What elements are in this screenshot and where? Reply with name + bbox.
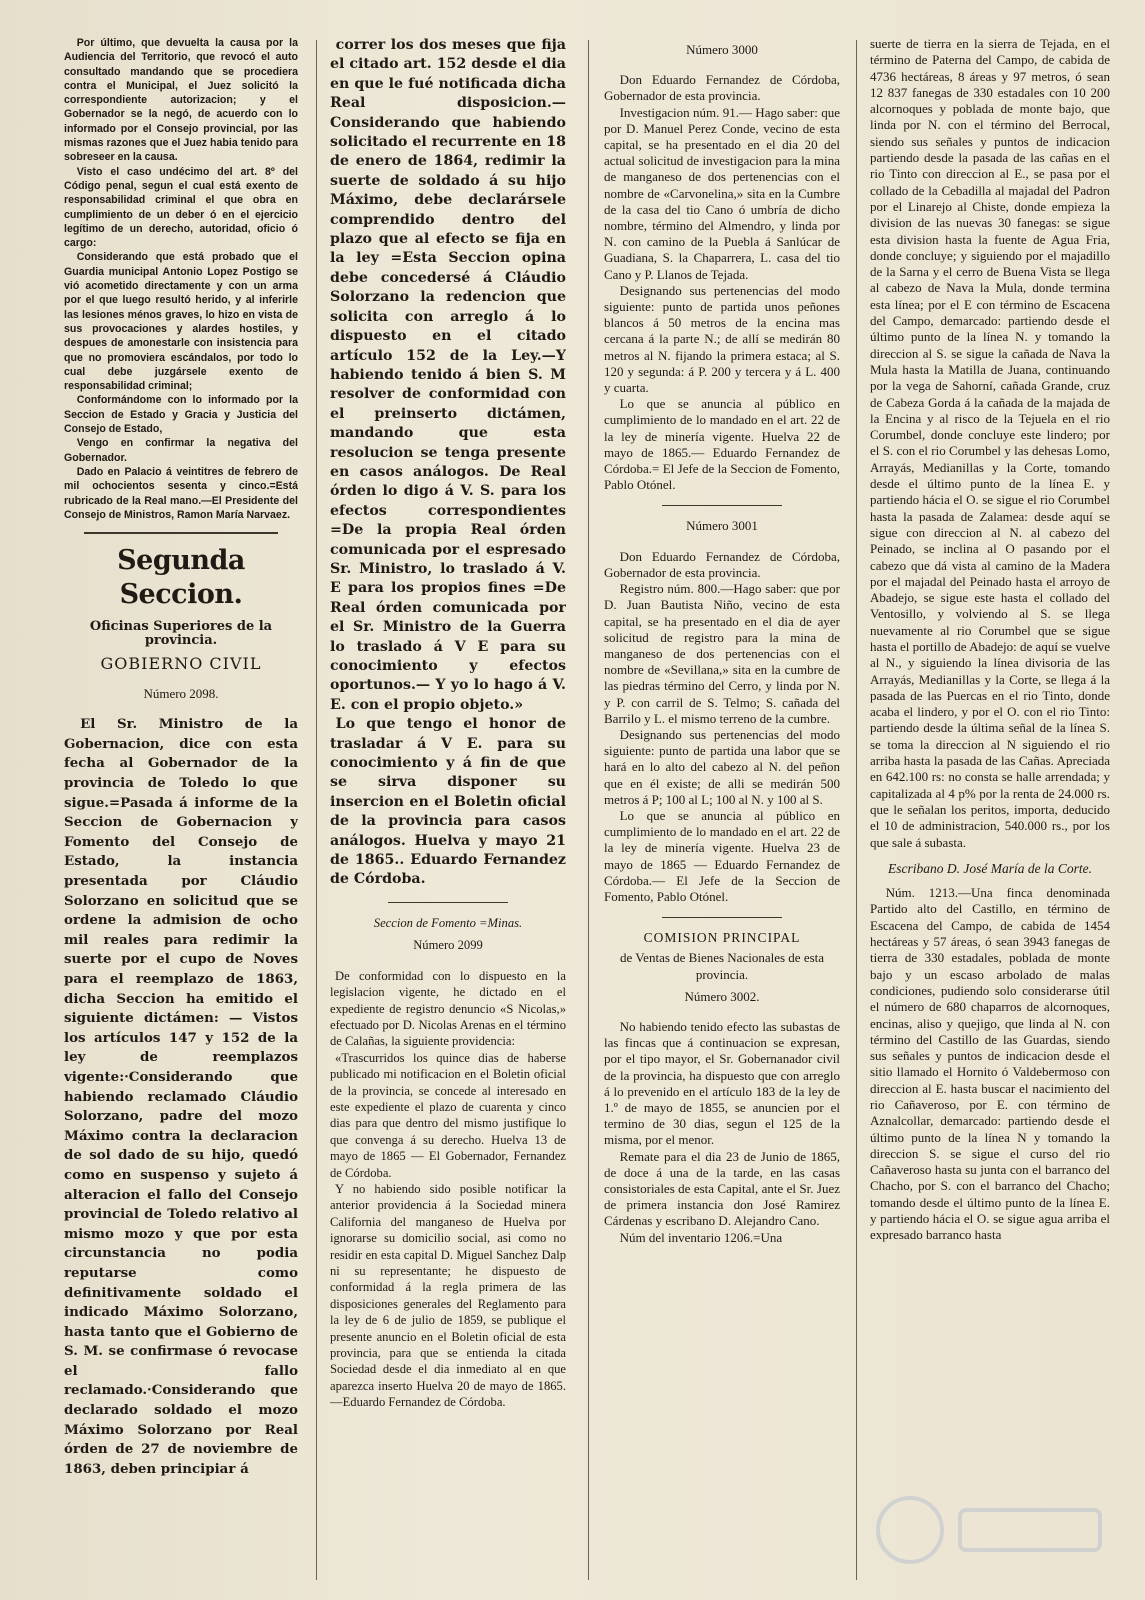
paragraph: Don Eduardo Fernandez de Córdoba, Gobernador de esta provincia. xyxy=(604,548,840,580)
commission-heading: COMISION PRINCIPAL xyxy=(643,930,801,946)
paragraph: Lo que se anuncia al público en cumplimiento de lo mandado en el art. 22 de la ley de minería vigente. Huelva 22 de mayo de 1865.— Eduardo Fernandez de Córdoba.= El Jefe de la Seccion de Fomento, Pablo Otónel. xyxy=(604,396,840,493)
paragraph: Lo que tengo el honor de trasladar á V E. para su conocimiento y á fin de que se sirva disponer su insercion en el Boletin oficial de la provincia para casos análogos. Huelva y mayo 21 de 1865.. Eduardo Fernandez de Córdoba. xyxy=(330,716,566,888)
section-title: Segunda Seccion. xyxy=(117,545,245,611)
notice-number: Número 3000 xyxy=(686,42,758,57)
paragraph: Designando sus pertenencias del modo siguiente: punto de partida una labor que se hará en lo alto del cabezo al N. del peñon que en él existe; de alli se medirán 500 metros á P; 100 al L; 100 al N. y 100 al S. xyxy=(604,726,840,807)
divider xyxy=(84,532,278,534)
section-heading: Escribano D. José María de la Corte. xyxy=(888,860,1092,876)
paragraph: Considerando que está probado que el Guardia municipal Antonio Lopez Postigo se vió acometido directamente y con un arma por el que luego resultó herido, y al inferirle las lesiones ménos graves, lo hizo en vista de sus provocaciones y alardes hostiles, y despues de amonestarle con insistencia para que no promoviera escándalos, por todo lo cual debe juzgársele exento de responsabilidad criminal; xyxy=(64,251,298,393)
column-3 xyxy=(604,36,840,1590)
notice-number: Número 2099 xyxy=(413,938,483,953)
paragraph: De conformidad con lo dispuesto en la legislacion vigente, he dictado en el expediente de registro denuncio «S Nicolas,» efectuado por D. Nicolas Arenas en el término de Calañas, la siguiente providencia: xyxy=(330,968,566,1049)
notice-number: Número 3001 xyxy=(686,518,758,534)
column-rule xyxy=(588,40,589,1580)
paragraph: Don Eduardo Fernandez de Córdoba, Gobernador de esta provincia. xyxy=(604,72,840,104)
paragraph: Investigacion núm. 91.— Hago saber: que por D. Manuel Perez Conde, vecino de esta capital, se ha presentado en el dia 20 del actual solicitud de investigacion para la mina de manganeso de dos pertenencias con el nombre de «Carvonelina,» sita en la Cumbre de la casa del tio Cano ó umbría de dicho nombre, término del Almendro, y linda por N. con camino de la Puebla á Sanlúcar de Guadiana, S. la Chaparrera, L. casa del tio Cano y P. Llanos de Tejada. xyxy=(604,104,840,282)
paragraph: «Trascurridos los quince dias de haberse publicado mi notificacion en el Boletin oficial de la provincia, se concede al interesado en este expediente el plazo de cuarenta y cinco dias para que dentro del mismo justifique lo que convenga á su derecho. Huelva 13 de mayo de 1865 — El Gobernador, Fernandez de Córdoba. xyxy=(330,1050,566,1180)
section-heading: Seccion de Fomento =Minas. xyxy=(373,915,523,930)
paragraph: Vengo en confirmar la negativa del Gobernador. xyxy=(64,437,298,464)
paragraph: Remate para el dia 23 de Junio de 1865, de doce á una de la tarde, en las casas consistoriales de esta Capital, ante el Sr. Juez de primera instancia don José Ramirez Cárdenas y escribano D. Alejandro Cano. xyxy=(604,1148,840,1229)
paragraph: correr los dos meses que fija el citado art. 152 desde el dia en que le fué notificada dicha Real disposicion.—Considerando que habiendo solicitado el recurrente en 18 de enero de 1864, redimir la suerte de soldado á su hijo Máximo, debe declarársele comprendido dentro del plazo que al efecto se fija en la ley =Esta Seccion opina debe concedersé á Cláudio Solorzano la redencion que solicita con arreglo á lo dispuesto en el citado artículo 152 de la Ley.—Y habiendo tenido á bien S. M resolver de conformidad con el preinserto dictámen, mandando que esta resolucion se tenga presente en casos análogos. De Real órden lo digo á V. S. para los efectos correspondientes =De la propia Real órden comunicada por el espresado Sr. Ministro, lo traslado á V. E para los propios fines =De Real órden comunicada por el Sr. Ministro de la Guerra lo traslado á V E para su conocimiento y efectos oportunos.— Y yo lo hago á V. E. con el propio objeto.» xyxy=(330,37,566,713)
paragraph: Visto el caso undécimo del art. 8º del Código penal, segun el cual está exento de responsabilidad criminal el que obra en cumplimiento de un deber ó en el ejercicio legítimo de un derecho, autoridad, oficio ó cargo: xyxy=(64,165,298,250)
paragraph: Dado en Palacio á veintitres de febrero de mil ochocientos sesenta y cinco.=Está rubricado de la Real mano.—El Presidente del Consejo de Ministros, Ramon María Narvaez. xyxy=(64,465,298,521)
paragraph: El Sr. Ministro de la Gobernacion, dice con esta fecha al Gobernador de la provincia de Toledo lo que sigue.=Pasada á informe de la Seccion de Gobernacion y Fomento del Consejo de Estado, la instancia presentada por Cláudio Solorzano en solicitud que se ordene la admision de ocho mil reales para redimir la suerte por el cupo de Noves para el reemplazo de 1863, dicha Seccion ha emitido el siguiente dictámen: — Vistos los artículos 147 y 152 de la ley de reemplazos vigente:·Considerando que habiendo reclamado Cláudio Solorzano, padre del mozo Máximo contra la declaracion de sol dado de su hijo, quedó como en suspenso y sujeto á alteracion el fallo del Consejo provincial de Toledo relativo al mismo mozo y que por esta circunstancia no podia reputarse como definitivamente soldado el indicado Máximo Solorzano, hasta tanto que el Gobierno de S. M. se confirmase ó revocase el fallo reclamado.·Considerando que declarado soldado el mozo Máximo Solorzano por Real órden de 27 de noviembre de 1863, deben principiar á xyxy=(64,716,298,1477)
department-heading: GOBIERNO CIVIL xyxy=(100,653,262,673)
column-rule xyxy=(856,40,857,1580)
column-rule xyxy=(316,40,317,1580)
notice-number: Número 3002. xyxy=(684,988,760,1004)
section-subtitle: Oficinas Superiores de la provincia. xyxy=(89,619,273,649)
paragraph: Registro núm. 800.—Hago saber: que por D. Juan Bautista Niño, vecino de esta capital, se ha presentado en el dia de ayer solicitud de registro para la mina de manganeso de dos pertenencias con el nombre de «Sevillana,» sita en la cumbre de las piedras término del Cerro, y linda por N. y P. con carril de S. Telmo; S. cañada del Barrilo y L. el mismo terreno de la cumbre. xyxy=(604,581,840,726)
notice-number: Número 2098. xyxy=(143,685,219,701)
column-1 xyxy=(64,36,298,1590)
paragraph: Conformándome con lo informado por la Seccion de Estado y Gracia y Justicia del Consejo de Estado, xyxy=(64,394,298,436)
paragraph: Lo que se anuncia al público en cumplimiento de lo mandado en el art. 22 de la ley de minería vigente. Huelva 23 de mayo de 1865 — Eduardo Fernandez de Córdoba.— El Jefe de la Seccion de Fomento, Pablo Otónel. xyxy=(604,807,840,904)
divider xyxy=(662,917,782,918)
paragraph: suerte de tierra en la sierra de Tejada, en el término de Paterna del Campo, de cabida de 4736 hectáreas, 8 áreas y 97 metros, ó sean 12 837 fanegas de 330 estadales con 10 200 alcornoques y poblada de monte bajo, que linda por N. con el término del Berrocal, siendo sus señales y puntos de indicacion partiendo desde la pasada de las cañas en el rio Tinto con direccion al E., se pasa por el collado de la Cebadilla al majadal del Padron por el Linarejo al Chiste, donde empieza la division de las nuevas 30 fanegas: se sigue esta division hasta la fuente de Agua Fria, donde concluye; y siguiendo por el majadillo de la Sarna y el cerro de Buena Vista se llega al cabezo de Nava la Mula, donde termina esta línea; por el E con término de Escacena del Campo, demarcado: partiendo desde el último punto de la línea N. y tomando la direccion al S. se sigue la cañada de Nava la Mula hasta la Matilla de Juana, continuando por la vega de Sahorní, cañada Grande, cruz de Cabeza Gorda á la cañada de la majada de la Encina y al risco de la Tejuela en el rio Corumbel, donde concluye este lindero; por el S. con el rio Corumbel y las dehesas Lomo, Arrayás, Medianillas y la Corte, tomando desde el último punto de la línea E. y partiendo hácia el O. se sigue el rio Corumbel hasta la pasada de Zalamea: desde aquí se sigue con direccion al N. al cabezo del Peinado, se inclina al O pasando por el cabezo que dá vista al camino de la Madera por el majadal del Peinado hasta el arroyo de Abadejo, se sigue este hasta el collado del Ventosillo, y volviendo al S. se llega nuevamente al rio Corumbel que se sigue hasta el portillo de Abadejo: de aquí se vuelve al N., y siguiendo la línea divisoria de las Arrayás, Medianillas y la Corte, se llega á la pasada de las Puercas en el rio Tinto, donde acaba el lindero, y por el O. con el rio Tinto: partiendo desde la última señal de la línea S. se toma la direccion al N siguiendo el rio arriba hasta la pasada de las Cañas. Apreciada en 642.100 rs: no consta se halle arrendada; y capitalizada al 4 p% por la renta de 24.000 rs. que le señalan los peritos, importa, deducido el 10 de administracion, 540.000 rs., por los que sale á subasta. xyxy=(870,36,1110,850)
divider xyxy=(388,902,508,903)
divider xyxy=(662,505,782,506)
library-stamp-icon xyxy=(870,1480,1130,1590)
commission-subheading: de Ventas de Bienes Nacionales de esta provincia. xyxy=(619,950,825,982)
paragraph: Por último, que devuelta la causa por la Audiencia del Territorio, que revocó el auto consultado mandando que se procediera contra el Municipal, el Juez solicitó la correspondiente autorizacion; y el Gobernador se la negó, de acuerdo con lo informado por el Consejo provincial, por las mismas razones que el Juez habia tenido para sobreseer en la causa. xyxy=(64,37,298,164)
paragraph: Designando sus pertenencias del modo siguiente: punto de partida unos peñones blancos á 50 metros de la encina mas cercana á la parte N.; de allí se medirán 80 metros al N. fijando la primera estaca; al S. 120 y segunda: á P. 200 y tercera y á L. 400 y cuarta. xyxy=(604,282,840,396)
paragraph: No habiendo tenido efecto las subastas de las fincas que á continuacion se expresan, por el tipo mayor, el Sr. Gobernanador civil de la provincia, ha dispuesto que con arreglo á lo prevenido en el artículo 183 de la ley de 1.º de mayo de 1855, se anuncien por el termino de 30 dias, segun el 125 de la misma, por el menor. xyxy=(604,1018,840,1148)
paragraph: Núm del inventario 1206.=Una xyxy=(619,1229,783,1245)
paragraph: Y no habiendo sido posible notificar la anterior providencia á la Sociedad minera California del manganeso de Huelva por ignorarse su domicilio social, asi como no residir en esta capital D. Miguel Sanchez Dalp ni su representante; he dispuesto de conformidad á la regla primera de las disposiciones generales del Reglamento para la ley de 6 de julio de 1859, se publique el presente anuncio en el Boletin oficial de esta provincia, para que se entienda la citada Sociedad desde el dia inmediato al en que aparezca inserto Huelva 20 de mayo de 1865.—Eduardo Fernandez de Córdoba. xyxy=(330,1181,566,1410)
paragraph: Núm. 1213.—Una finca denominada Partido alto del Castillo, en término de Escacena del Campo, de cabida de 1454 hectáreas y 57 áreas, ó sean 3943 fanegas de tierra de 330 estadales, poblada de monte bajo y un escaso arbolado de malas condiciones, pudiendo solo considerarse útil el número de 680 chaparros de alcornoques, encinas, aliso y quejigo, que linda al N. con término del Castillo de las Guardas, siendo sus señales y puntos de indicacion desde el sitio llamado el Hornito ó Valdebermoso con direccion al E. hasta buscar el nacimiento del rio Cañaveroso, por E. con término de Aznalcollar, demarcado: partiendo desde el último punto de la línea N y tomando la direccion S. se sigue el curso del rio Cañaveroso hasta su junta con el barranco del Chacho, por S. con el barranco del Chacho; tomando desde el último punto de la línea E. y partiendo hácia el O. se sigue agua arriba el expresado barranco hasta xyxy=(870,885,1110,1243)
column-4 xyxy=(870,36,1110,1590)
column-2 xyxy=(330,36,566,1590)
